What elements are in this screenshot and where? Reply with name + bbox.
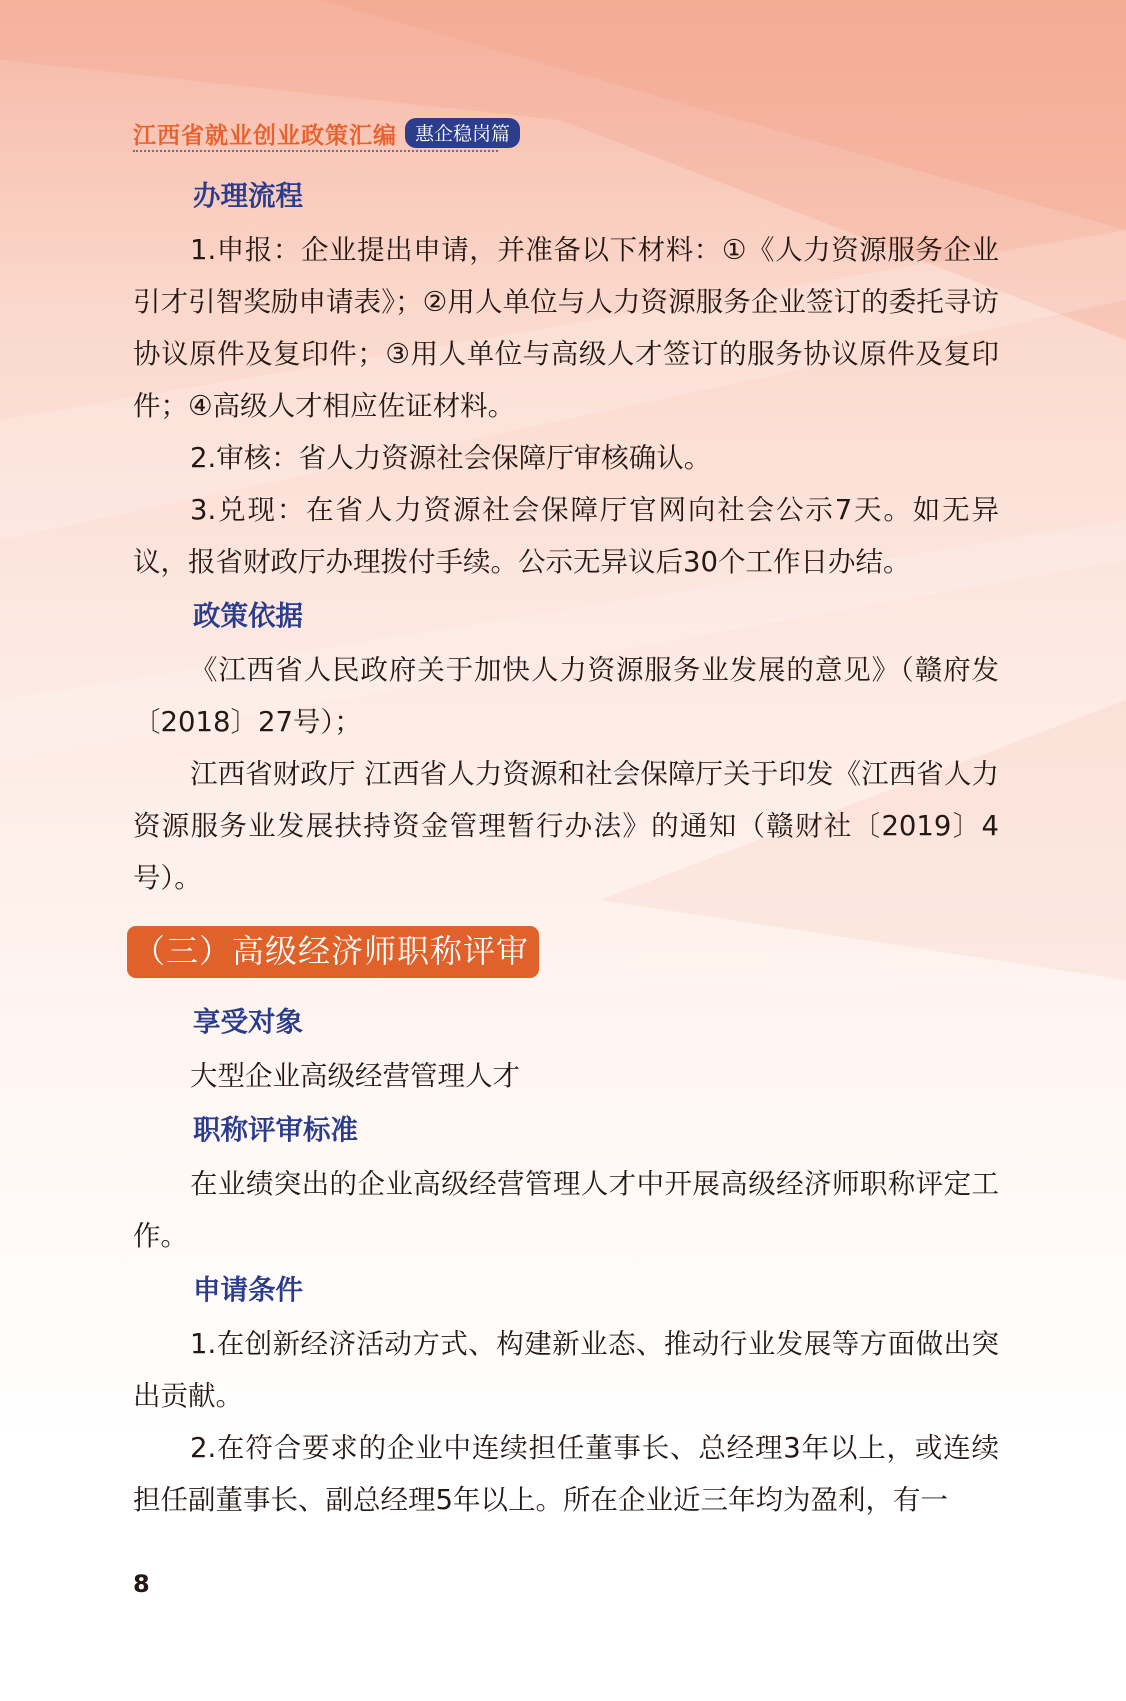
section-banner: [127, 926, 999, 980]
section-banner-label: （三）高级经济师职称评审: [127, 926, 539, 978]
publication-title: 江西省就业创业政策汇编: [133, 121, 397, 149]
standard-text: 在业绩突出的企业高级经营管理人才中开展高级经济师职称评定工作。: [133, 1168, 999, 1252]
heading-process: 办理流程: [193, 180, 303, 212]
heading-policy-basis: 政策依据: [193, 600, 303, 632]
header-dotted-rule: [133, 150, 498, 152]
page-content: [133, 168, 999, 1526]
heading-standard: 职称评审标准: [193, 1114, 358, 1146]
condition-1: 1.在创新经济活动方式、构建新业态、推动行业发展等方面做出突出贡献。: [133, 1328, 999, 1412]
running-header: [133, 116, 520, 150]
process-step-3: 3.兑现：在省人力资源社会保障厅官网向社会公示7天。如无异议，报省财政厅办理拨付手续。公示无异议后30个工作日办结。: [133, 494, 999, 578]
heading-conditions: 申请条件: [193, 1274, 303, 1306]
policy-basis-2: 江西省财政厅 江西省人力资源和社会保障厅关于印发《江西省人力资源服务业发展扶持资金管理暂行办法》的通知（赣财社〔2019〕4号）。: [133, 758, 999, 894]
section-badge: 惠企稳岗篇: [405, 118, 520, 148]
heading-target: 享受对象: [193, 1006, 303, 1038]
process-step-2: 2.审核：省人力资源社会保障厅审核确认。: [190, 442, 712, 474]
policy-basis-1: 《江西省人民政府关于加快人力资源服务业发展的意见》（赣府发〔2018〕27号）；: [133, 654, 999, 738]
page-number: 8: [133, 1570, 150, 1598]
target-text: 大型企业高级经营管理人才: [190, 1060, 520, 1092]
condition-2: 2.在符合要求的企业中连续担任董事长、总经理3年以上，或连续担任副董事长、副总经理5年以上。所在企业近三年均为盈利，有一: [133, 1432, 999, 1516]
process-step-1: 1.申报：企业提出申请，并准备以下材料：①《人力资源服务企业引才引智奖励申请表》；②用人单位与人力资源服务企业签订的委托寻访协议原件及复印件；③用人单位与高级人才签订的服务协议原件及复印件；④高级人才相应佐证材料。: [133, 234, 999, 422]
